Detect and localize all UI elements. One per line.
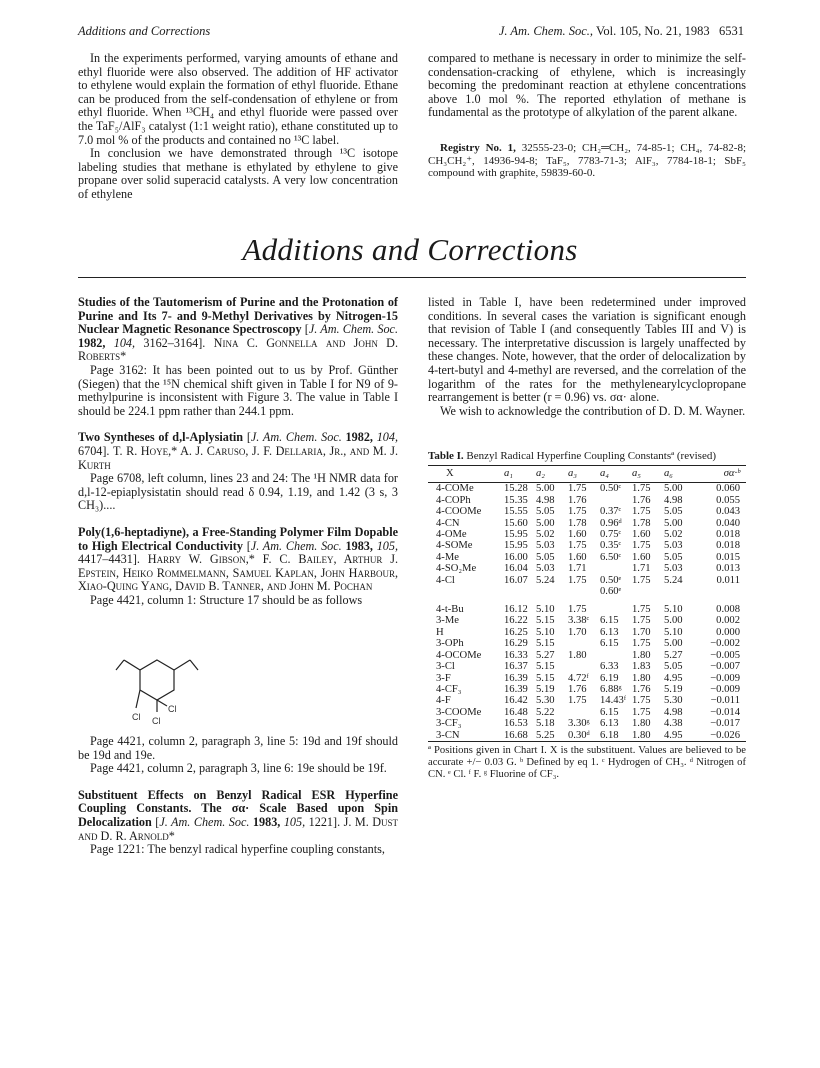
value-cell: 5.05 bbox=[664, 506, 683, 518]
value-cell: 1.78 bbox=[568, 517, 587, 529]
table-row bbox=[428, 627, 746, 638]
entry-cite-journal: J. Am. Chem. Soc. bbox=[159, 814, 250, 829]
value-cell: 16.07 bbox=[504, 574, 528, 586]
value-cell: 5.24 bbox=[536, 574, 555, 586]
value-cell: −0.014 bbox=[710, 706, 740, 718]
chloro-bond-3 bbox=[157, 700, 167, 706]
table-row bbox=[428, 495, 746, 506]
value-cell: −0.007 bbox=[710, 661, 740, 673]
entry-body: Page 6708, left column, lines 23 and 24: The ¹H NMR data for d,l-12-epiaplysistatin should read δ 0.94, 1.19, and 1.42 (3 s, 3 CH₃).... bbox=[78, 471, 398, 513]
value-cell: 1.76 bbox=[632, 683, 651, 695]
value-cell: 4.72ᶠ bbox=[568, 672, 589, 684]
value-cell: 16.25 bbox=[504, 626, 528, 638]
value-cell: 0.75ᶜ bbox=[600, 529, 622, 541]
value-cell: 0.015 bbox=[716, 551, 740, 563]
value-cell: −0.009 bbox=[710, 683, 740, 695]
value-cell: 5.30 bbox=[536, 695, 555, 707]
value-cell: 5.02 bbox=[536, 529, 555, 541]
table-caption-text: Benzyl Radical Hyperfine Coupling Constantsª (revised) bbox=[466, 450, 716, 462]
entry-body: Page 3162: It has been pointed out to us by Prof. Günther (Siegen) that the ¹⁵N chemical shift given in Table I for N9 of 9-methylpurine is inconsistent with Figure 3. The value in Table I should be 224.1 ppm rather than 244.1 ppm. bbox=[78, 362, 398, 418]
table-row bbox=[428, 650, 746, 661]
value-cell: 0.018 bbox=[716, 540, 740, 552]
value-cell: 1.75 bbox=[568, 574, 587, 586]
value-cell: 16.39 bbox=[504, 683, 528, 695]
value-cell: 16.68 bbox=[504, 729, 528, 741]
value-cell bbox=[568, 661, 600, 672]
entry-title: Studies of the Tautomerism of Purine and the Protonation of Purine and Its 7- and 9-Methyl Derivatives by Nitrogen-15 Nuclear Magnetic Resonance Spectroscopy bbox=[78, 295, 398, 337]
value-cell: 5.10 bbox=[536, 626, 555, 638]
table-row bbox=[428, 483, 746, 495]
table-row bbox=[428, 695, 746, 706]
value-cell: 5.00 bbox=[664, 517, 683, 529]
substituent-cell: 4-COPh bbox=[436, 494, 471, 506]
page-number: 6531 bbox=[719, 24, 744, 38]
polymer-bond-right bbox=[174, 660, 190, 670]
value-cell: 4.98 bbox=[536, 494, 555, 506]
value-cell: 0.50ᶜ bbox=[600, 483, 622, 495]
substituent-cell: 4-COOMe bbox=[436, 506, 482, 518]
value-cell: 1.75 bbox=[632, 638, 651, 650]
value-cell bbox=[600, 563, 632, 574]
value-cell bbox=[600, 650, 632, 661]
value-cell: 6.15 bbox=[600, 706, 619, 718]
value-cell: 0.060 bbox=[716, 483, 740, 495]
chloro-bond-1 bbox=[136, 690, 140, 708]
value-cell: 16.48 bbox=[504, 706, 528, 718]
value-cell: 0.018 bbox=[716, 529, 740, 541]
value-cell: 16.22 bbox=[504, 615, 528, 627]
value-cell: 1.80 bbox=[568, 649, 587, 661]
value-cell: 1.75 bbox=[632, 506, 651, 518]
substituent-cell: 3-CN bbox=[436, 729, 460, 741]
value-cell: 1.75 bbox=[568, 540, 587, 552]
entry-title: Poly(1,6-heptadiyne), a Free-Standing Polymer Film Dopable to High Electrical Conductivity bbox=[78, 524, 398, 553]
substituent-cell: 4-F bbox=[436, 695, 451, 707]
column-header: a₃ bbox=[568, 468, 577, 479]
table-row bbox=[428, 540, 746, 551]
column-header: a₁ bbox=[504, 468, 513, 479]
entry-cite-year: 1983, bbox=[345, 538, 373, 553]
column-header: a₄ bbox=[600, 468, 609, 479]
entry-authors: Nina C. Gonnella and John D. Roberts* bbox=[78, 335, 399, 364]
table-row bbox=[428, 552, 746, 563]
value-cell: 4.98 bbox=[664, 706, 683, 718]
value-cell bbox=[696, 586, 746, 604]
value-cell bbox=[664, 586, 696, 604]
substituent-cell: 4-OCOMe bbox=[436, 649, 482, 661]
table-row bbox=[428, 604, 746, 615]
table-label: Table I. bbox=[428, 450, 464, 462]
value-cell: 1.60 bbox=[632, 551, 651, 563]
value-cell: 16.39 bbox=[504, 672, 528, 684]
value-cell: 0.002 bbox=[716, 615, 740, 627]
table-row bbox=[428, 673, 746, 684]
top-right-column bbox=[428, 52, 746, 180]
value-cell: 5.02 bbox=[664, 529, 683, 541]
entry-cite-pages: 3162–3164]. bbox=[143, 335, 206, 350]
value-cell: 6.33 bbox=[600, 661, 619, 673]
table-row bbox=[428, 661, 746, 672]
paragraph: We wish to acknowledge the contribution of D. D. M. Wayner. bbox=[440, 403, 746, 418]
journal-volume: Vol. 105, No. 21, 1983 bbox=[595, 24, 710, 38]
value-cell: 0.008 bbox=[716, 604, 740, 616]
entry-body: Page 4421, column 2, paragraph 3, line 5: 19d and 19f should be 19d and 19e. bbox=[78, 734, 398, 762]
value-cell: 5.30 bbox=[664, 695, 683, 707]
polymer-bond-left-end bbox=[116, 660, 124, 670]
running-header-right bbox=[499, 24, 744, 39]
value-cell: 5.05 bbox=[536, 506, 555, 518]
value-cell: 5.19 bbox=[536, 683, 555, 695]
substituent-cell: 4-CN bbox=[436, 517, 460, 529]
value-cell: 4.38 bbox=[664, 718, 683, 730]
entry-cite-journal: J. Am. Chem. Soc. bbox=[250, 538, 342, 553]
corrections-left-column bbox=[78, 296, 398, 607]
value-cell: −0.009 bbox=[710, 672, 740, 684]
substituent-cell: 3-COOMe bbox=[436, 706, 482, 718]
registry-text: 32555-23-0; CH₂═CH₂, 74-85-1; CH₄, 74-82-8; CH₃CH₂⁺, 14936-94-8; TaF₅, 7783-71-3; AlF₃, 7784-18-1; SbF₅ compound with graphite, 59839-60-0. bbox=[428, 141, 747, 180]
value-cell: 0.040 bbox=[716, 517, 740, 529]
corrections-right-column bbox=[428, 296, 746, 418]
value-cell: 6.13 bbox=[600, 626, 619, 638]
correction-entry-polymer: Poly(1,6-heptadiyne), a Free-Standing Polymer Film Dopable to High Electrical Conductivity [J. Am. Chem. Soc. 1983, 105, 4417–4431]. Harry W. Gibson,* F. C. Bailey, Arthur J. Epstein, Heiko Rommelmann, Samuel Kaplan, John Harbour, Xiao-Quing Yang, David B. Tanner, and John M. Pochan Page 4421, column 1: Structure 17 should be as follows bbox=[78, 524, 399, 607]
value-cell: 4.98 bbox=[664, 494, 683, 506]
value-cell: 5.10 bbox=[536, 604, 555, 616]
substituent-cell: 4-Cl bbox=[436, 574, 455, 586]
value-cell: 5.03 bbox=[536, 540, 555, 552]
value-cell: 5.05 bbox=[536, 551, 555, 563]
value-cell: 5.15 bbox=[536, 638, 555, 650]
column-header: a₅ bbox=[632, 468, 641, 479]
value-cell: 1.60 bbox=[568, 529, 587, 541]
entry-cite-year: 1982, bbox=[345, 430, 373, 445]
value-cell: 1.71 bbox=[568, 563, 587, 575]
entry-body: Page 4421, column 1: Structure 17 should be as follows bbox=[90, 592, 363, 607]
value-cell: 16.37 bbox=[504, 661, 528, 673]
substituent-cell: 4-CF₃ bbox=[436, 683, 462, 695]
entry-cite-pages: 4417–4431]. bbox=[78, 552, 140, 567]
substituent-cell: 4-SOMe bbox=[436, 540, 473, 552]
polymer-bond-left bbox=[124, 660, 140, 670]
value-cell: 5.24 bbox=[664, 574, 683, 586]
entry-cite-journal: J. Am. Chem. Soc. bbox=[308, 322, 399, 337]
value-cell bbox=[568, 586, 600, 604]
value-cell: 1.80 bbox=[632, 649, 651, 661]
table-row bbox=[428, 506, 746, 517]
top-left-column bbox=[78, 52, 398, 202]
value-cell: 5.15 bbox=[536, 672, 555, 684]
column-header: X bbox=[446, 468, 454, 479]
value-cell: 0.60ᵉ bbox=[600, 586, 622, 598]
value-cell: 3.38ᶜ bbox=[568, 615, 590, 627]
chlorine-label-3: Cl bbox=[168, 704, 177, 714]
value-cell bbox=[504, 586, 536, 604]
value-cell: 1.75 bbox=[632, 615, 651, 627]
value-cell: 5.10 bbox=[664, 604, 683, 616]
section-rule bbox=[78, 277, 746, 278]
value-cell: 1.80 bbox=[632, 729, 651, 741]
entry-cite-volume: 104, bbox=[376, 430, 399, 445]
substituent-cell: 3-Cl bbox=[436, 661, 455, 673]
value-cell: 6.19 bbox=[600, 672, 619, 684]
table-body bbox=[428, 483, 746, 742]
table-caption bbox=[428, 450, 746, 462]
value-cell: 0.000 bbox=[716, 626, 740, 638]
value-cell: 3.30ᵍ bbox=[568, 718, 590, 730]
value-cell: 0.96ᵈ bbox=[600, 517, 622, 529]
entry-cite-pages: 6704]. bbox=[78, 443, 110, 458]
value-cell: 1.75 bbox=[568, 483, 587, 495]
journal-name: J. Am. Chem. Soc., bbox=[498, 24, 594, 38]
value-cell: 16.42 bbox=[504, 695, 528, 707]
value-cell: 1.70 bbox=[568, 626, 587, 638]
entry-body: Page 1221: The benzyl radical hyperfine coupling constants, bbox=[90, 842, 385, 857]
value-cell: 16.53 bbox=[504, 718, 528, 730]
paragraph: In the experiments performed, varying amounts of ethane and ethyl fluoride were also observed. The addition of HF activator to ethylene would explain the formation of ethyl fluoride. Ethane can be produced from the self-condensation of ethylene or from ethyl fluoride. When ¹³CH₄ and ethyl fluoride were passed over the TaF₅/AlF₃ catalyst (1:1 weight ratio), ethane constituted up to 7.0 mol % of the products and contained no ¹³C label. bbox=[78, 51, 398, 147]
entry-cite-year: 1983, bbox=[252, 814, 281, 829]
value-cell: 4.95 bbox=[664, 729, 683, 741]
value-cell: 1.75 bbox=[632, 483, 651, 495]
substituent-cell: 3-CF₃ bbox=[436, 718, 462, 730]
data-table bbox=[428, 465, 746, 742]
value-cell: 1.60 bbox=[568, 551, 587, 563]
value-cell: 0.50ᵉ bbox=[600, 574, 622, 586]
substituent-cell: H bbox=[436, 626, 444, 638]
value-cell: 1.75 bbox=[632, 540, 651, 552]
value-cell: −0.017 bbox=[710, 718, 740, 730]
table-row bbox=[428, 718, 746, 729]
value-cell: −0.002 bbox=[710, 638, 740, 650]
table-row bbox=[428, 563, 746, 574]
value-cell: 5.10 bbox=[664, 626, 683, 638]
value-cell: 15.95 bbox=[504, 529, 528, 541]
table-row bbox=[428, 575, 746, 586]
value-cell: 16.12 bbox=[504, 604, 528, 616]
value-cell: 1.75 bbox=[568, 506, 587, 518]
entry-cite-journal: J. Am. Chem. Soc. bbox=[250, 430, 342, 445]
entry-authors: J. M. Dust and D. R. Arnold* bbox=[78, 814, 399, 843]
paragraph: In conclusion we have demonstrated through ¹³C isotope labeling studies that methane is ethylated by ethylene to give propane over solid superacid catalysts. A very low concentration of ethylene bbox=[78, 146, 398, 201]
value-cell: 5.18 bbox=[536, 718, 555, 730]
value-cell: 15.60 bbox=[504, 517, 528, 529]
table-row bbox=[428, 518, 746, 529]
value-cell: −0.026 bbox=[710, 729, 740, 741]
value-cell: 5.27 bbox=[664, 649, 683, 661]
substituent-cell: 3-F bbox=[436, 672, 451, 684]
value-cell: −0.011 bbox=[710, 695, 740, 707]
table-row bbox=[428, 707, 746, 718]
value-cell: 15.55 bbox=[504, 506, 528, 518]
substituent-cell: 4-SO₂Me bbox=[436, 563, 477, 575]
value-cell: 4.95 bbox=[664, 672, 683, 684]
entry-authors: Harry W. Gibson,* F. C. Bailey, Arthur J. Epstein, Heiko Rommelmann, Samuel Kaplan, John Harbour, Xiao-Quing Yang, David B. Tanner, and John M. Pochan bbox=[78, 552, 398, 594]
value-cell: 1.75 bbox=[632, 574, 651, 586]
value-cell: 0.013 bbox=[716, 563, 740, 575]
registry-numbers bbox=[428, 142, 746, 180]
polymer-bond-right-end bbox=[190, 660, 198, 670]
value-cell bbox=[600, 495, 632, 506]
substituent-cell: 4-Me bbox=[436, 551, 459, 563]
value-cell: 5.15 bbox=[536, 615, 555, 627]
entry-cite-year: 1982, bbox=[78, 335, 106, 350]
section-title: Additions and Corrections bbox=[242, 232, 578, 267]
hyperfine-table bbox=[428, 450, 746, 781]
value-cell: 1.80 bbox=[632, 672, 651, 684]
value-cell: 1.76 bbox=[568, 494, 587, 506]
value-cell: 6.13 bbox=[600, 718, 619, 730]
value-cell bbox=[568, 707, 600, 718]
entry-title: Substituent Effects on Benzyl Radical ESR Hyperfine Coupling Constants. The σα· Scale Based upon Spin Delocalization bbox=[78, 787, 398, 829]
table-row bbox=[428, 529, 746, 540]
entry-title: Two Syntheses of d,l-Aplysiatin bbox=[78, 430, 244, 445]
entry-body: Page 4421, column 2, paragraph 3, line 6: 19e should be 19f. bbox=[90, 761, 387, 776]
substituent-cell: 4-COMe bbox=[436, 483, 474, 495]
column-header: a₂ bbox=[536, 468, 545, 479]
entry-cite-volume: 105, bbox=[283, 814, 306, 829]
value-cell: 1.60 bbox=[632, 529, 651, 541]
value-cell bbox=[536, 586, 568, 604]
value-cell: 1.75 bbox=[568, 695, 587, 707]
entry-cite-volume: 104, bbox=[113, 335, 136, 350]
cyclohexane-ring bbox=[140, 660, 174, 700]
value-cell: 5.25 bbox=[536, 729, 555, 741]
value-cell: 0.30ᵈ bbox=[568, 729, 590, 741]
value-cell: 16.29 bbox=[504, 638, 528, 650]
value-cell: 5.05 bbox=[664, 661, 683, 673]
table-row bbox=[428, 586, 746, 604]
value-cell: 0.35ᶜ bbox=[600, 540, 622, 552]
value-cell: 1.75 bbox=[632, 706, 651, 718]
value-cell: 1.75 bbox=[568, 604, 587, 616]
value-cell: 1.83 bbox=[632, 661, 651, 673]
column-header: a₆ bbox=[664, 468, 673, 479]
value-cell: 5.00 bbox=[664, 483, 683, 495]
value-cell: 0.055 bbox=[716, 494, 740, 506]
table-row bbox=[428, 638, 746, 649]
value-cell: 5.03 bbox=[664, 563, 683, 575]
value-cell: 5.22 bbox=[536, 706, 555, 718]
value-cell: 1.80 bbox=[632, 718, 651, 730]
value-cell: 16.04 bbox=[504, 563, 528, 575]
correction-entry-benzyl: Substituent Effects on Benzyl Radical ESR Hyperfine Coupling Constants. The σα· Scale Based upon Spin Delocalization [J. Am. Chem. Soc. 1983, 105, 1221]. J. M. Dust and D. R. Arnold* Page 1221: The benzyl radical hyperfine coupling constants, bbox=[78, 787, 399, 857]
column-header: σα·ᵇ bbox=[723, 468, 740, 479]
value-cell: 15.28 bbox=[504, 483, 528, 495]
value-cell: 5.00 bbox=[664, 638, 683, 650]
value-cell: 1.76 bbox=[632, 494, 651, 506]
value-cell: 5.00 bbox=[536, 483, 555, 495]
correction-entry-aplysiatin: Two Syntheses of d,l-Aplysiatin [J. Am. Chem. Soc. 1982, 104, 6704]. T. R. Hoye,* A. J. Caruso, J. F. Dellaria, Jr., and M. J. Kurth Page 6708, left column, lines 23 and 24: The ¹H NMR data for d,l-12-epiaplysistatin should read δ 0.94, 1.19, and 1.42 (3 s, 3 CH₃).... bbox=[78, 430, 399, 513]
substituent-cell: 4-t-Bu bbox=[436, 604, 464, 616]
value-cell: 14.43ᶠ bbox=[600, 695, 627, 707]
value-cell: 16.00 bbox=[504, 551, 528, 563]
value-cell: 5.19 bbox=[664, 683, 683, 695]
entry-authors: T. R. Hoye,* A. J. Caruso, J. F. Dellaria, Jr., and M. J. Kurth bbox=[78, 443, 398, 472]
paragraph: listed in Table I, have been redetermined under improved conditions. In several cases the variation is significant enough that revision of Table I (and consequently Tables III and V) is necessary. The interpretative discussion is largely unaffected by these changes. Note, however, that the order of delocalization by 4-tert-butyl and 4-methyl are reversed, and the correlation of the logarithm of the rates for the methylenearylcyclopropane rearrangement is better (r = 0.96) vs. σα· alone. bbox=[428, 295, 746, 405]
value-cell: 5.03 bbox=[664, 540, 683, 552]
value-cell: 6.15 bbox=[600, 615, 619, 627]
value-cell: 5.03 bbox=[536, 563, 555, 575]
value-cell: 1.75 bbox=[632, 695, 651, 707]
value-cell bbox=[568, 638, 600, 649]
value-cell: 6.15 bbox=[600, 638, 619, 650]
value-cell: 1.71 bbox=[632, 563, 651, 575]
value-cell: 6.18 bbox=[600, 729, 619, 741]
substituent-cell: 3-Me bbox=[436, 615, 459, 627]
substituent-cell bbox=[428, 586, 504, 604]
value-cell: 5.00 bbox=[536, 517, 555, 529]
corrections-left-column-lower bbox=[78, 735, 398, 857]
value-cell bbox=[632, 586, 664, 604]
substituent-cell: 3-OPh bbox=[436, 638, 464, 650]
value-cell: 6.50ᶜ bbox=[600, 551, 622, 563]
value-cell: 5.05 bbox=[664, 551, 683, 563]
paragraph: compared to methane is necessary in order to minimize the self-condensation-cracking of ethylene, which is increasingly becoming the predominant reaction at ethylene concentrations above 1.0 mol %. The reported ethylation of methane is fundamental as the prototype of alkylation of the parent alkane. bbox=[428, 51, 746, 120]
table-footnotes: ª Positions given in Chart I. X is the substituent. Values are believed to be accurate +/− 0.03 G. ᵇ Defined by eq 1. ᶜ Hydrogen of CH₃. ᵈ Nitrogen of CN. ᵉ Cl. ᶠ F. ᵍ Fluorine of CF₃. bbox=[428, 744, 746, 780]
value-cell: 16.33 bbox=[504, 649, 528, 661]
value-cell: 0.37ᶜ bbox=[600, 506, 622, 518]
value-cell: 0.043 bbox=[716, 506, 740, 518]
table-row bbox=[428, 615, 746, 626]
registry-label: Registry No. 1, bbox=[440, 141, 516, 154]
value-cell: 1.75 bbox=[632, 604, 651, 616]
entry-cite-pages: 1221]. bbox=[308, 814, 341, 829]
value-cell: 1.78 bbox=[632, 517, 651, 529]
table-row bbox=[428, 730, 746, 742]
substituent-cell: 4-OMe bbox=[436, 529, 467, 541]
value-cell: 0.011 bbox=[716, 574, 740, 586]
entry-cite-volume: 105, bbox=[376, 538, 399, 553]
value-cell: 5.27 bbox=[536, 649, 555, 661]
value-cell: 15.35 bbox=[504, 494, 528, 506]
correction-entry-purine: Studies of the Tautomerism of Purine and the Protonation of Purine and Its 7- and 9-Methyl Derivatives by Nitrogen-15 Nuclear Magnetic Resonance Spectroscopy [J. Am. Chem. Soc. 1982, 104, 3162–3164]. Nina C. Gonnella and John D. Roberts* Page 3162: It has been pointed out to us by Prof. Günther (Siegen) that the ¹⁵N chemical shift given in Table I for N9 of 9-methylpurine is inconsistent with Figure 3. The value in Table I should be 224.1 ppm rather than 244.1 ppm. bbox=[78, 295, 399, 418]
value-cell: 1.70 bbox=[632, 626, 651, 638]
value-cell bbox=[600, 604, 632, 615]
value-cell: 6.88ᵍ bbox=[600, 683, 622, 695]
chlorine-label-1: Cl bbox=[132, 712, 141, 722]
running-header-left: Additions and Corrections bbox=[78, 24, 211, 38]
value-cell: 5.00 bbox=[664, 615, 683, 627]
value-cell: −0.005 bbox=[710, 649, 740, 661]
chlorine-label-2: Cl bbox=[152, 716, 161, 726]
table-header-row bbox=[428, 466, 746, 483]
value-cell: 1.76 bbox=[568, 683, 587, 695]
value-cell: 15.95 bbox=[504, 540, 528, 552]
value-cell: 5.15 bbox=[536, 661, 555, 673]
table-row bbox=[428, 684, 746, 695]
structure-17-diagram bbox=[112, 654, 202, 729]
